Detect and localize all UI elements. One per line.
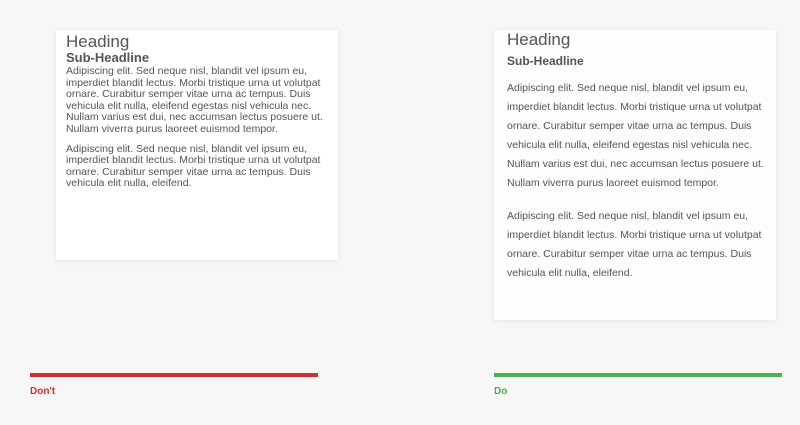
body-paragraph: Adipiscing elit. Sed neque nisl, blandit vel ipsum eu, imperdiet blandit lectus. Morbi tristique urna ut volutpat ornare. Curabitur semper vitae urna ac tempus. Duis vehicula elit nulla, eleifend. xyxy=(507,210,762,279)
do-label: Do xyxy=(494,386,508,397)
sub-headline: Sub-Headline xyxy=(507,54,584,68)
dont-example-card xyxy=(56,30,338,260)
sub-headline: Sub-Headline xyxy=(66,50,150,65)
do-indicator-bar xyxy=(494,373,782,377)
heading: Heading xyxy=(66,32,130,51)
do-example-card xyxy=(494,30,776,320)
dont-label: Don't xyxy=(30,386,56,397)
body-paragraph: Adipiscing elit. Sed neque nisl, blandit vel ipsum eu, imperdiet blandit lectus. Morbi tristique urna ut volutpat ornare. Curabitur semper vitae urna ac tempus. Duis vehicula elit nulla, eleifend egestas nisl vehicula nec. Nullam varius est dui, nec accumsan lectus posuere ut. Nullam viverra purus laoreet euismod tempor. xyxy=(66,65,323,135)
body-paragraph: Adipiscing elit. Sed neque nisl, blandit vel ipsum eu, imperdiet blandit lectus. Morbi tristique urna ut volutpat ornare. Curabitur semper vitae urna ac tempus. Duis vehicula elit nulla, eleifend egestas nisl vehicula nec. Nullam varius est dui, nec accumsan lectus posuere ut. Nullam viverra purus laoreet euismod tempor. xyxy=(507,82,764,189)
dont-indicator-bar xyxy=(30,373,318,377)
heading: Heading xyxy=(507,30,571,49)
body-paragraph: Adipiscing elit. Sed neque nisl, blandit vel ipsum eu, imperdiet blandit lectus. Morbi tristique urna ut volutpat ornare. Curabitur semper vitae urna ac tempus. Duis vehicula elit nulla, eleifend. xyxy=(66,142,321,190)
